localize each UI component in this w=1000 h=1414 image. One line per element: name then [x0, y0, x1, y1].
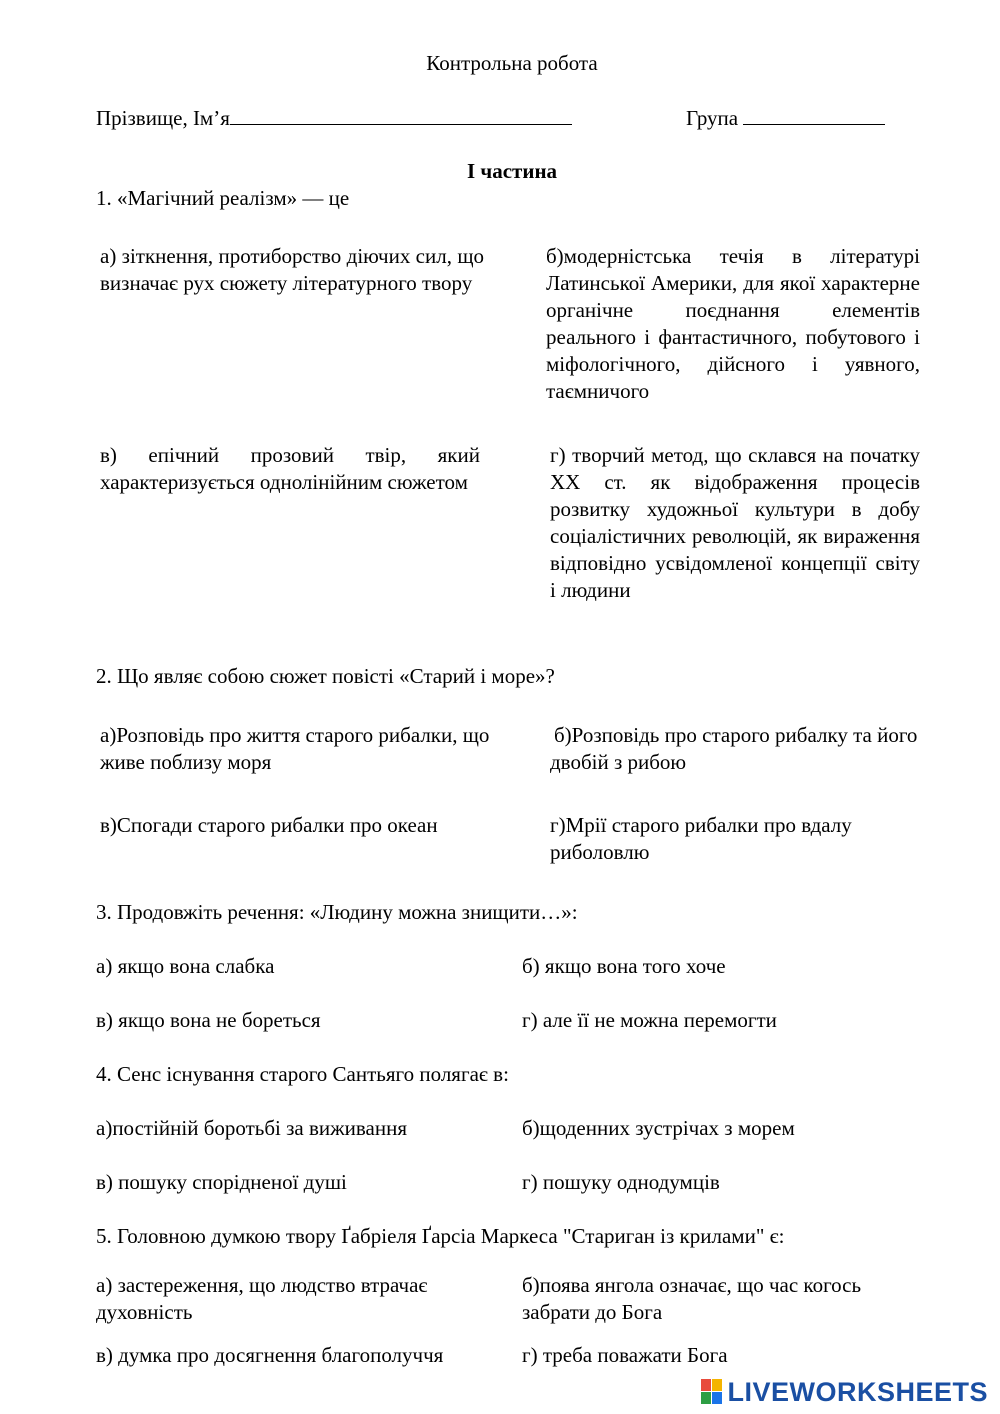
- question-1-option-b[interactable]: б)модерністська течія в літературі Латинської Америки, для якої характерне органічне поєднання елементів реального і фантастичного, побутового і міфологічного, дійсного і уявного, таємничого: [546, 244, 920, 403]
- name-blank[interactable]: [230, 104, 572, 125]
- question-4-option-b[interactable]: б)щоденних зустрічах з морем: [522, 1116, 795, 1140]
- question-3-text: 3. Продовжіть речення: «Людину можна знищити…»:: [96, 900, 578, 924]
- question-1-text: 1. «Магічний реалізм» — це: [96, 186, 350, 210]
- question-2-text: 2. Що являє собою сюжет повісті «Старий і море»?: [96, 664, 555, 688]
- group-field[interactable]: [686, 104, 885, 132]
- question-5-option-b[interactable]: б)поява янгола означає, що час когось забрати до Бога: [522, 1273, 862, 1324]
- question-4-option-a[interactable]: а)постійній боротьбі за виживання: [96, 1116, 408, 1140]
- question-5-option-d[interactable]: г) треба поважати Бога: [522, 1343, 728, 1367]
- question-2-option-a[interactable]: а)Розповідь про життя старого рибалки, що живе поблизу моря: [100, 723, 490, 774]
- question-1-option-d[interactable]: г) творчий метод, що склався на початку ХХ ст. як відображення процесів розвитку художньої культури в добу соціалістичних революцій, як вираження відповідно усвідомленої концепції світу і людини: [550, 443, 920, 602]
- name-field[interactable]: [96, 104, 572, 132]
- question-4-option-d[interactable]: г) пошуку однодумців: [522, 1170, 720, 1194]
- question-5-option-a[interactable]: а) застереження, що людство втрачає духовність: [96, 1273, 428, 1324]
- question-3-option-c[interactable]: в) якщо вона не бореться: [96, 1008, 321, 1032]
- question-2-option-d[interactable]: г)Мрії старого рибалки про вдалу риболовлю: [550, 813, 852, 864]
- group-blank[interactable]: [743, 104, 885, 125]
- question-3-option-d[interactable]: г) але її не можна перемогти: [522, 1008, 777, 1032]
- question-5-text: 5. Головною думкою твору Ґабріеля Ґарсіа Маркеса "Стариган із крилами" є:: [96, 1224, 785, 1248]
- question-3-option-a[interactable]: а) якщо вона слабка: [96, 954, 275, 978]
- question-1-option-a[interactable]: а) зіткнення, протиборство діючих сил, що визначає рух сюжету літературного твору: [100, 244, 484, 295]
- question-2-option-c[interactable]: в)Спогади старого рибалки про океан: [100, 813, 438, 837]
- name-label: Прізвище, Ім’я: [96, 106, 230, 130]
- page-title: Контрольна робота: [426, 51, 598, 75]
- question-1-option-c[interactable]: в) епічний прозовий твір, який характеризується однолінійним сюжетом: [100, 443, 480, 494]
- part-heading: І частина: [466, 159, 558, 183]
- question-2-option-b[interactable]: б)Розповідь про старого рибалку та його двобій з рибою: [550, 723, 918, 774]
- group-label: Група: [686, 106, 739, 130]
- question-4-text: 4. Сенс існування старого Сантьяго полягає в:: [96, 1062, 509, 1086]
- liveworksheets-logo-icon: [701, 1379, 723, 1405]
- question-5-option-c[interactable]: в) думка про досягнення благополуччя: [96, 1343, 444, 1367]
- question-4-option-c[interactable]: в) пошуку спорідненої душі: [96, 1170, 347, 1194]
- question-3-option-b[interactable]: б) якщо вона того хоче: [522, 954, 726, 978]
- liveworksheets-logo: [701, 1376, 988, 1408]
- liveworksheets-logo-text: LIVEWORKSHEETS: [727, 1376, 988, 1407]
